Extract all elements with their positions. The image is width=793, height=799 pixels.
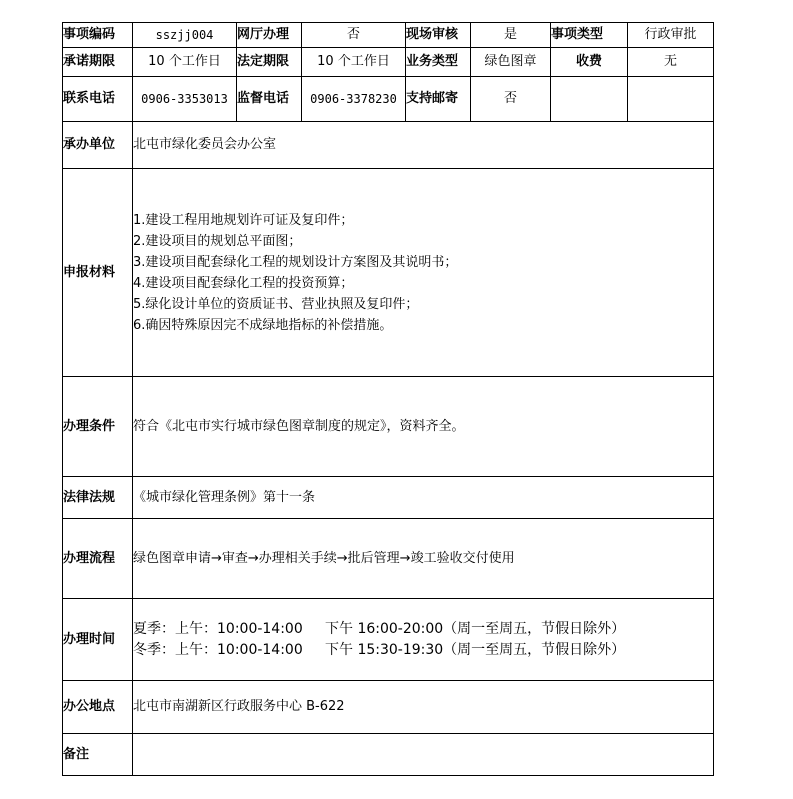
- list-item: 3.建设项目配套绿化工程的规划设计方案图及其说明书；: [133, 254, 458, 270]
- department-value: 北屯市绿化委员会办公室: [133, 122, 714, 169]
- empty-cell: [628, 77, 714, 122]
- table-row: [63, 681, 714, 734]
- address-label: 办公地点: [63, 681, 133, 734]
- mail-support-value: 否: [471, 77, 551, 122]
- empty-cell: [551, 77, 628, 122]
- site-review-label: 现场审核: [406, 23, 471, 48]
- table-row: [63, 122, 714, 169]
- business-type-label: 业务类型: [406, 48, 471, 77]
- contact-phone-label: 联系电话: [63, 77, 133, 122]
- contact-phone-value: 0906-3353013: [133, 77, 237, 122]
- supervise-phone-label: 监督电话: [237, 77, 302, 122]
- table-row: [63, 599, 714, 681]
- summer-hours: 夏季：上午：10:00-14:00 下午 16:00-20:00（周一至周五，节假日除外）: [133, 620, 626, 637]
- list-item: 1.建设工程用地规划许可证及复印件；: [133, 212, 354, 228]
- department-label: 承办单位: [63, 122, 133, 169]
- remark-value: [133, 734, 714, 776]
- code-value: sszjj004: [133, 23, 237, 48]
- site-review-value: 是: [471, 23, 551, 48]
- law-value: 《城市绿化管理条例》第十一条: [133, 477, 714, 519]
- materials-label: 申报材料: [63, 169, 133, 377]
- list-item: 5.绿化设计单位的资质证书、营业执照及复印件；: [133, 296, 419, 312]
- conditions-value: 符合《北屯市实行城市绿色图章制度的规定》，资料齐全。: [133, 377, 714, 477]
- process-label: 办理流程: [63, 519, 133, 599]
- item-type-label: 事项类型: [551, 23, 628, 48]
- business-type-value: 绿色图章: [471, 48, 551, 77]
- legal-period-value: 10 个工作日: [302, 48, 406, 77]
- fee-value: 无: [628, 48, 714, 77]
- item-type-value: 行政审批: [628, 23, 714, 48]
- table-row: [63, 734, 714, 776]
- hours-label: 办理时间: [63, 599, 133, 681]
- remark-label: 备注: [63, 734, 133, 776]
- table-row: [63, 519, 714, 599]
- code-label: 事项编码: [63, 23, 133, 48]
- table-row: [63, 48, 714, 77]
- hall-value: 否: [302, 23, 406, 48]
- list-item: 4.建设项目配套绿化工程的投资预算；: [133, 275, 354, 291]
- table-row: [63, 77, 714, 122]
- law-label: 法律法规: [63, 477, 133, 519]
- service-info-table: [62, 22, 714, 776]
- list-item: 2.建设项目的规划总平面图；: [133, 233, 302, 249]
- legal-period-label: 法定期限: [237, 48, 302, 77]
- promise-period-value: 10 个工作日: [133, 48, 237, 77]
- list-item: 6.确因特殊原因完不成绿地指标的补偿措施。: [133, 317, 393, 333]
- table-row: [63, 23, 714, 48]
- process-value: 绿色图章申请→审查→办理相关手续→批后管理→竣工验收交付使用: [133, 519, 714, 599]
- fee-label: 收费: [551, 48, 628, 77]
- mail-support-label: 支持邮寄: [406, 77, 471, 122]
- table-row: [63, 477, 714, 519]
- promise-period-label: 承诺期限: [63, 48, 133, 77]
- address-value: 北屯市南湖新区行政服务中心 B-622: [133, 681, 714, 734]
- hall-label: 网厅办理: [237, 23, 302, 48]
- materials-list: [133, 169, 714, 377]
- table-row: [63, 169, 714, 377]
- winter-hours: 冬季：上午：10:00-14:00 下午 15:30-19:30（周一至周五，节假日除外）: [133, 641, 626, 658]
- hours-value: [133, 599, 714, 681]
- table-row: [63, 377, 714, 477]
- supervise-phone-value: 0906-3378230: [302, 77, 406, 122]
- conditions-label: 办理条件: [63, 377, 133, 477]
